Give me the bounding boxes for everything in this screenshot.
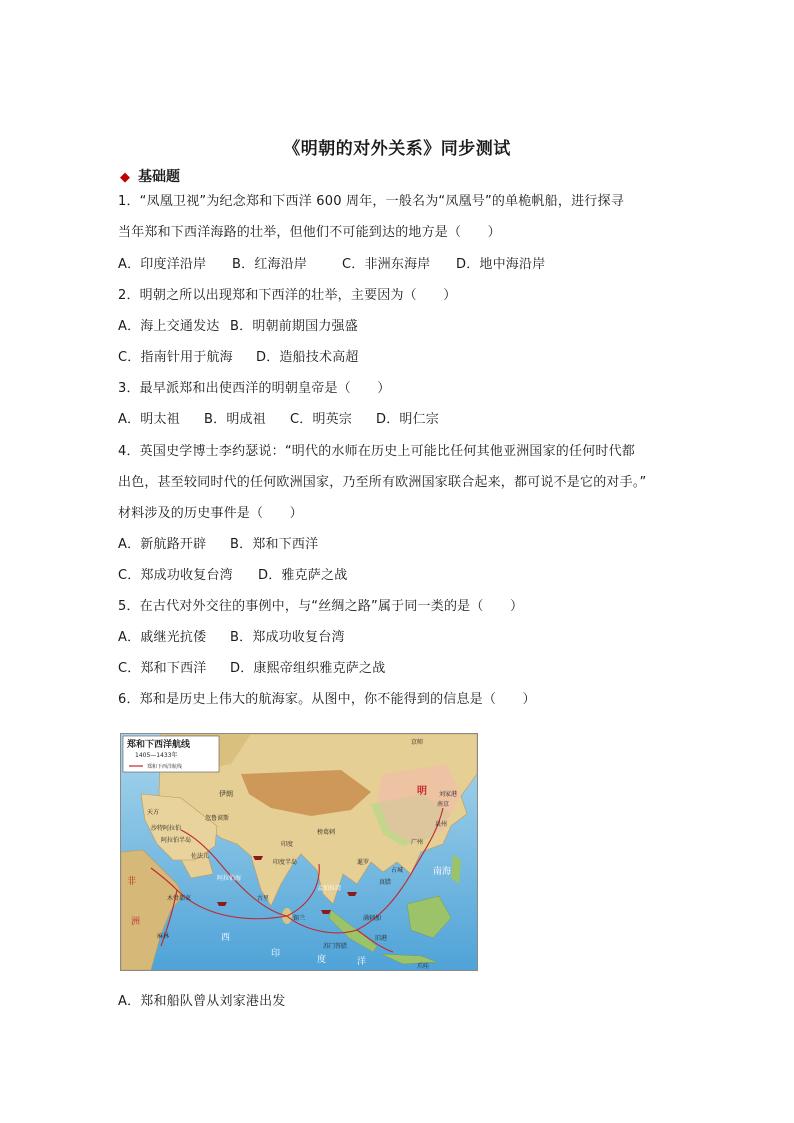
label-yindu-bandao: 印度半岛 <box>273 859 298 866</box>
q2-options-row2 <box>118 351 359 364</box>
label-yin: 印 <box>271 949 281 959</box>
q6-stem: 6．郑和是历史上伟大的航海家。从图中，你不能得到的信息是（ ） <box>118 692 536 707</box>
label-yang: 洋 <box>357 957 367 967</box>
q2-option-c: C．指南针用于航海 <box>118 350 233 365</box>
q6-option-a: A．郑和船队曾从刘家港出发 <box>118 994 286 1009</box>
q4-option-a: A．新航路开辟 <box>118 537 207 552</box>
label-yindu: 印度 <box>281 841 294 848</box>
label-fei: 非 <box>127 877 137 887</box>
q3-options <box>118 413 439 426</box>
label-zhenla: 真腊 <box>379 879 392 886</box>
q2-option-a: A．海上交通发达 <box>118 319 220 334</box>
q2-option-b: B．明朝前期国力强盛 <box>230 319 358 334</box>
label-yilang: 伊朗 <box>219 790 233 798</box>
q1-option-b: B．红海沿岸 <box>232 257 308 272</box>
label-zhaowa: 爪哇 <box>417 963 430 970</box>
label-sumendala: 苏门答腊 <box>323 943 348 950</box>
label-zhou: 洲 <box>131 917 141 927</box>
label-bangela: 榜葛剌 <box>317 829 336 836</box>
section-label: 基础题 <box>138 169 180 185</box>
label-nanhai: 南海 <box>433 867 452 877</box>
q1-stem-line2: 当年郑和下西洋海路的壮举，但他们不可能到达的地方是（ ） <box>118 225 501 240</box>
label-malin: 麻林 <box>157 933 170 940</box>
q5-option-d: D．康熙帝组织雅克萨之战 <box>230 661 386 676</box>
map-years: 1405—1433年 <box>135 752 178 759</box>
q4-option-d: D．雅克萨之战 <box>258 568 348 583</box>
q1-option-d: D．地中海沿岸 <box>456 257 546 272</box>
q4-stem-line3: 材料涉及的历史事件是（ ） <box>118 506 303 521</box>
label-alabo-hai: 阿拉伯海 <box>217 875 242 882</box>
map-title: 郑和下西洋航线 <box>127 740 191 750</box>
q4-options-row1 <box>118 538 318 551</box>
label-shate: 沙特阿拉伯 <box>151 825 182 832</box>
label-mengjiala-wan: 孟加拉湾 <box>317 885 342 892</box>
page-title: 《明朝的对外关系》同步测试 <box>283 139 511 159</box>
label-ming: 明 <box>417 786 427 797</box>
q5-stem: 5．在古代对外交往的事例中，与“丝绸之路”属于同一类的是（ ） <box>118 599 524 614</box>
q3-stem: 3．最早派郑和出使西洋的明朝皇帝是（ ） <box>118 381 391 396</box>
q5-options-row2 <box>118 662 385 675</box>
q5-options-row1 <box>118 631 345 644</box>
label-jingshi: 京师 <box>411 739 424 746</box>
q2-stem: 2．明朝之所以出现郑和下西洋的壮举，主要因为（ ） <box>118 288 457 303</box>
label-guli: 古里 <box>257 895 270 902</box>
label-nanjing: 南京 <box>437 801 450 808</box>
diamond-bullet-icon: ◆ <box>120 170 130 185</box>
label-quanzhou: 泉州 <box>435 821 448 828</box>
q1-option-a: A．印度洋沿岸 <box>118 257 207 272</box>
label-xilan: 锡兰 <box>293 915 306 922</box>
label-manlajia: 满剌加 <box>363 915 382 922</box>
q5-option-c: C．郑和下西洋 <box>118 661 207 676</box>
q4-options-row2 <box>118 569 347 582</box>
q5-option-a: A．戚继光抗倭 <box>118 630 207 645</box>
label-guangzhou: 广州 <box>411 839 424 846</box>
q1-options <box>118 258 545 271</box>
q4-stem-line2: 出色，甚至较同时代的任何欧洲国家，乃至所有欧洲国家联合起来，都可说不是它的对手。” <box>118 475 647 490</box>
legend-label: 郑和下西洋航线 <box>147 764 183 770</box>
label-liujiagang: 刘家港 <box>439 791 458 798</box>
q3-option-c: C．明英宗 <box>290 412 353 427</box>
label-hulumosi: 忽鲁谟斯 <box>205 815 230 822</box>
section-heading <box>120 166 180 186</box>
label-zufaer: 佐法儿 <box>191 853 210 860</box>
q3-option-a: A．明太祖 <box>118 412 180 427</box>
q4-stem-line1: 4．英国史学博士李约瑟说：“明代的水师在历史上可能比任何其他亚洲国家的任何时代都 <box>118 444 636 459</box>
label-xianluo: 暹罗 <box>357 859 370 866</box>
q3-option-d: D．明仁宗 <box>376 412 440 427</box>
q1-stem-line1: 1．“凤凰卫视”为纪念郑和下西洋 600 周年，一般名为“凤凰号”的单桅帆船，进行探寻 <box>118 194 624 209</box>
label-mogudishu: 木骨都束 <box>167 895 192 902</box>
q1-option-c: C．非洲东海岸 <box>342 257 431 272</box>
label-xi: 西 <box>221 933 231 943</box>
q5-option-b: B．郑成功收复台湾 <box>230 630 345 645</box>
label-jiugang: 旧港 <box>375 935 388 942</box>
voyage-route-map <box>120 733 478 971</box>
map-graphic <box>121 734 477 970</box>
label-du: 度 <box>317 955 327 965</box>
q3-option-b: B．明成祖 <box>204 412 266 427</box>
q2-option-d: D．造船技术高超 <box>256 350 359 365</box>
label-zhancheng: 占城 <box>391 867 404 874</box>
q2-options-row1 <box>118 320 358 333</box>
q4-option-b: B．郑和下西洋 <box>230 537 319 552</box>
label-tianfang: 天方 <box>147 809 160 816</box>
q4-option-c: C．郑成功收复台湾 <box>118 568 233 583</box>
label-alabo-bandao: 阿拉伯半岛 <box>161 837 192 844</box>
